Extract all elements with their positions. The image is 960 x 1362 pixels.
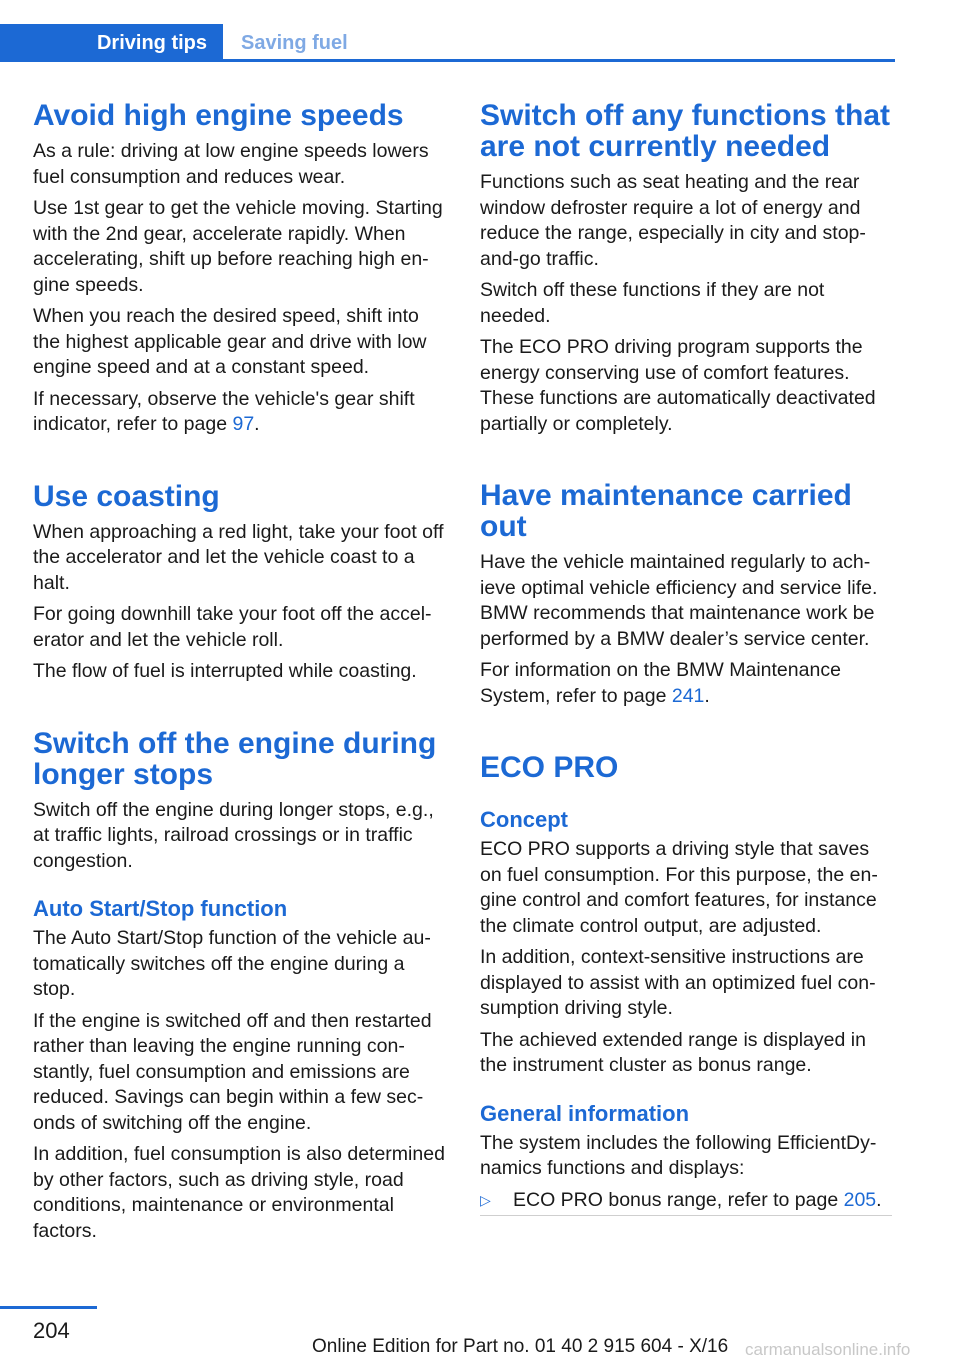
paragraph: Functions such as seat heating and the rear window defroster require a lot of energy and reduce the range, especially in city and stop-and-go traffic. — [480, 171, 866, 270]
paragraph-text: For information on the BMW Maintenance System, refer to page — [480, 659, 841, 707]
header-tabbar — [0, 24, 895, 62]
paragraph: Switch off these functions if they are not needed. — [480, 279, 825, 327]
heading-switch-off-engine: Switch off the engine during longer stops — [33, 726, 437, 791]
paragraph: Switch off the engine during longer stops, e.g., at traffic lights, railroad crossings or in traffic congestion. — [33, 798, 434, 872]
subheading-general-information: General information — [480, 1100, 690, 1126]
paragraph: If the engine is switched off and then restarted rather than leaving the engine running constantly, fuel consumption and emissions are reduced. Savings can begin within a few seconds of switching off the engine. — [33, 1009, 432, 1134]
bullet-text: ECO PRO bonus range, refer to page — [513, 1188, 844, 1211]
heading-have-maintenance: Have maintenance carried out — [480, 479, 852, 543]
paragraph: In addition, fuel consumption is also determined by other factors, such as driving style, road conditions, maintenance or environmental factors. — [33, 1143, 445, 1242]
heading-switch-off-functions: Switch off any functions that are not currently needed — [480, 99, 890, 163]
paragraph: Have the vehicle maintained regularly to achieve optimal vehicle efficiency and service life. BMW recommends that maintenance work be performed by a BMW dealer’s service center. — [480, 551, 878, 650]
watermark: carmanualsonline.info — [745, 1340, 911, 1359]
heading-use-coasting: Use coasting — [33, 479, 220, 513]
paragraph: The system includes the following EfficientDynamics functions and displays: — [480, 1131, 877, 1179]
heading-eco-pro: ECO PRO — [480, 751, 619, 784]
list-item — [480, 1188, 892, 1214]
page-link-97[interactable]: 97 — [232, 413, 255, 435]
paragraph: When you reach the desired speed, shift into the highest applicable gear and drive with low engine speed and at a constant speed. — [33, 305, 427, 378]
heading-avoid-high-engine-speeds: Avoid high engine speeds — [33, 99, 404, 132]
paragraph: The ECO PRO driving program supports the energy conserving use of comfort features. These functions are automatically deactivated partially or completely. — [480, 336, 876, 435]
page-link-205[interactable]: 205 — [843, 1188, 877, 1211]
paragraph-text: If necessary, observe the vehicle's gear shift indicator, refer to page — [33, 387, 415, 435]
paragraph: For going downhill take your foot off the accelerator and let the vehicle roll. — [33, 603, 432, 651]
page-number: 204 — [33, 1318, 70, 1343]
paragraph: For information on the BMW Maintenance System, refer to page 241. — [480, 659, 841, 707]
right-column — [480, 100, 892, 1216]
tab-driving-tips[interactable]: Driving tips — [0, 24, 223, 62]
subheading-auto-start-stop: Auto Start/Stop function — [33, 896, 288, 921]
list-item-text: ECO PRO bonus range, refer to page 205. — [513, 1188, 882, 1211]
footer-rule — [0, 1306, 97, 1309]
paragraph: The flow of fuel is interrupted while coasting. — [33, 660, 417, 682]
subheading-concept: Concept — [480, 807, 568, 832]
paragraph: The achieved extended range is displayed in the instrument cluster as bonus range. — [480, 1028, 866, 1076]
header-rule — [0, 59, 895, 62]
tab-saving-fuel[interactable]: Saving fuel — [241, 32, 348, 54]
page-link-241[interactable]: 241 — [671, 684, 705, 707]
paragraph: ECO PRO supports a driving style that saves on fuel consumption. For this purpose, the engine control and comfort features, for instance the climate control output, are adjusted. — [480, 838, 878, 937]
edition-text: Online Edition for Part no. 01 40 2 915 604 - X/16 — [312, 1336, 729, 1357]
paragraph: The Auto Start/Stop function of the vehicle automatically switches off the engine during a stop. — [33, 927, 431, 1000]
list-divider — [480, 1215, 892, 1216]
triangle-bullet-icon: ▷ — [480, 1191, 491, 1208]
left-column — [33, 100, 449, 1250]
paragraph: In addition, context-sensitive instructions are displayed to assist with an optimized fuel consumption driving style. — [480, 946, 876, 1019]
paragraph: As a rule: driving at low engine speeds lowers fuel consumption and reduces wear. — [33, 140, 429, 188]
paragraph: If necessary, observe the vehicle's gear shift indicator, refer to page 97. — [33, 387, 415, 435]
paragraph: When approaching a red light, take your foot off the accelerator and let the vehicle coast to a halt. — [33, 520, 444, 594]
paragraph: Use 1st gear to get the vehicle moving. Starting with the 2nd gear, accelerate rapidly. When accelerating, shift up before reaching high engine speeds. — [33, 197, 443, 296]
